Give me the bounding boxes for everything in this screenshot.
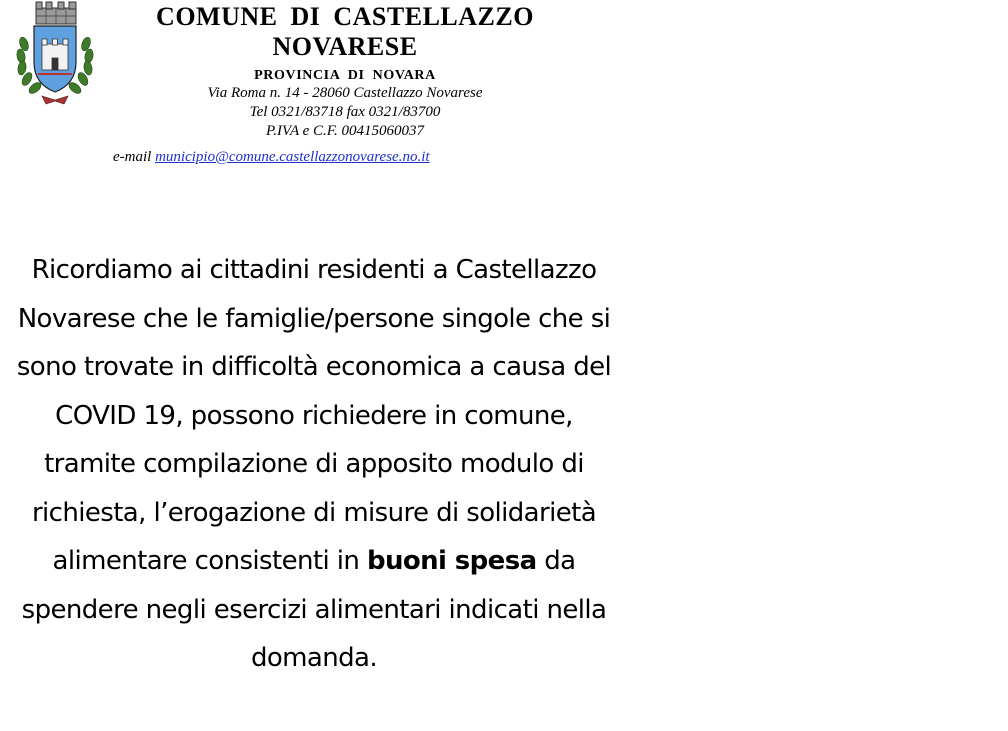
coat-of-arms-icon: [14, 0, 96, 108]
provincia: PROVINCIA DI NOVARA: [254, 68, 436, 83]
castle-icon: [42, 39, 68, 70]
notice-bold-text: buoni spesa: [366, 546, 537, 576]
phone-fax: Tel 0321/83718 fax 0321/83700: [249, 104, 441, 120]
comune-title-line2: NOVARESE: [272, 32, 418, 61]
notice-text: [12, 246, 616, 683]
address: Via Roma n. 14 - 28060 Castellazzo Novarese: [207, 85, 483, 101]
crown-icon: [36, 2, 76, 24]
email-label: e-mail: [113, 149, 152, 165]
notice-text-before: Ricordiamo ai cittadini residenti a Castellazzo Novarese che le famiglie/persone singole che si sono trovate in difficoltà economica a causa del COVID 19, possono richiedere in comune, tramite compilazione di apposito modulo di richiesta, l’erogazione di misure di solidarietà alimentare consistenti in: [16, 255, 612, 576]
notice-text-after: da spendere negli esercizi alimentari indicati nella domanda.: [21, 546, 607, 673]
piva-cf: P.IVA e C.F. 00415060037: [265, 123, 425, 139]
email-line: [113, 148, 430, 167]
comune-title-line1: COMUNE DI CASTELLAZZO: [156, 2, 534, 31]
email-link[interactable]: municipio@comune.castellazzonovarese.no.it: [155, 149, 430, 165]
letterhead: [100, 2, 590, 141]
